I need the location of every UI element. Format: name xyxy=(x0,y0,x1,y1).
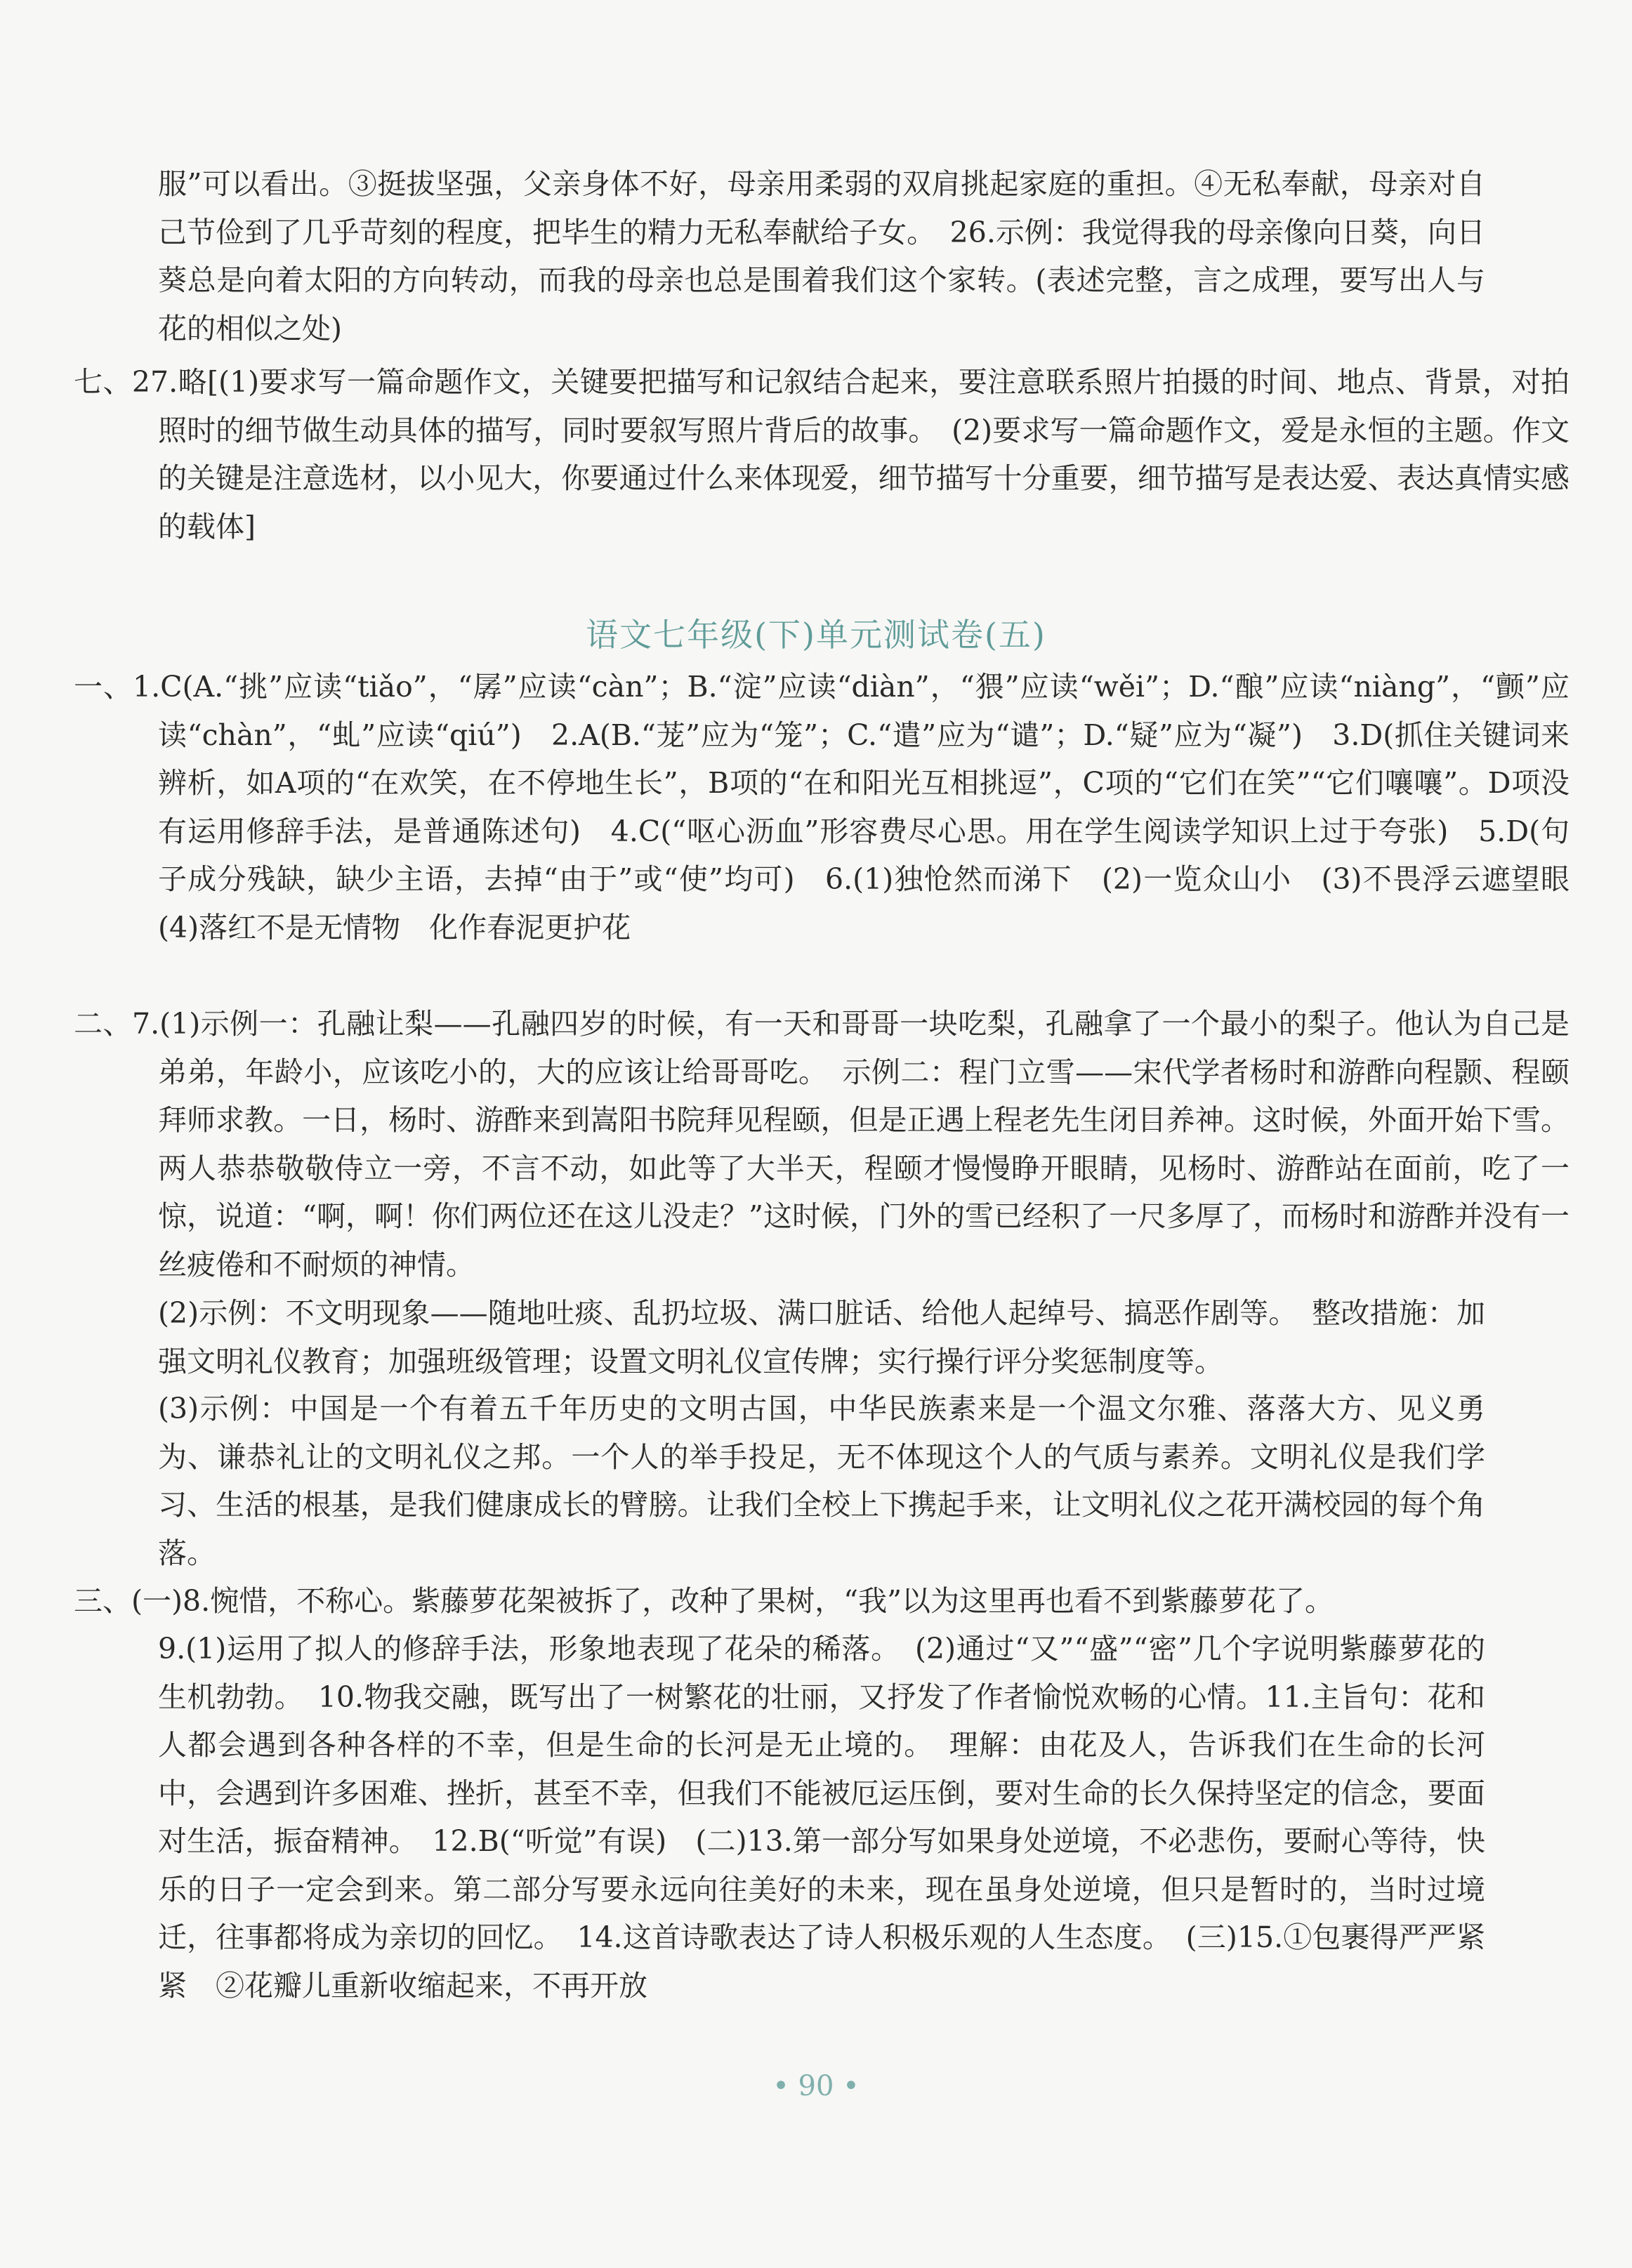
answer-section-3: 三、(一)8.惋惜，不称心。紫藤萝花架被拆了，改种了果树，“我”以为这里再也看不到紫藤萝花了。 xyxy=(74,1584,1334,1618)
answer-section-2: 二、7.(1)示例一：孔融让梨——孔融四岁的时候，有一天和哥哥一块吃梨，孔融拿了一个最小的梨子。他认为自己是弟弟，年龄小，应该吃小的，大的应该让给哥哥吃。 示例二：程门立雪——宋代学者杨时和游酢向程颢、程颐拜师求教。一日，杨时、游酢来到嵩阳书院拜见程颐，但是正遇上程老先生闭目养神。这时候，外面开始下雪。两人恭恭敬敬侍立一旁，不言不动，如此等了大半天，程颐才慢慢睁开眼睛，见杨时、游酢站在面前，吃了一惊，说道：“啊，啊！你们两位还在这儿没走？”这时候，门外的雪已经积了一尺多厚了，而杨时和游酢并没有一丝疲倦和不耐烦的神情。 xyxy=(74,1007,1570,1281)
section-heading: 语文七年级(下)单元测试卷(五) xyxy=(586,616,1046,654)
page-number: • 90 • xyxy=(772,2070,860,2102)
answer-7-3: (3)示例：中国是一个有着五千年历史的文明古国，中华民族素来是一个温文尔雅、落落大方、见义勇为、谦恭礼让的文明礼仪之邦。一个人的举手投足，无不体现这个人的气质与素养。文明礼仪是我们学习、生活的根基，是我们健康成长的臂膀。让我们全校上下携起手来，让文明礼仪之花开满校园的每个角落。 xyxy=(158,1392,1485,1570)
answer-paragraph-26: 服”可以看出。③挺拔坚强，父亲身体不好，母亲用柔弱的双肩挑起家庭的重担。④无私奉献，母亲对自己节俭到了几乎苛刻的程度，把毕生的精力无私奉献给子女。 26.示例：我觉得我的母亲像向日葵，向日葵总是向着太阳的方向转动，而我的母亲也总是围着我们这个家转。(表述完整，言之成理，要写出人与花的相似之处) xyxy=(158,167,1485,345)
answer-section-7: 七、27.略[(1)要求写一篇命题作文，关键要把描写和记叙结合起来，要注意联系照片拍摄的时间、地点、背景，对拍照时的细节做生动具体的描写，同时要叙写照片背后的故事。 (2)要求写一篇命题作文，爱是永恒的主题。作文的关键是注意选材，以小见大，你要通过什么来体现爱，细节描写十分重要，细节描写是表达爱、表达真情实感的载体] xyxy=(74,365,1570,543)
answer-9-15: 9.(1)运用了拟人的修辞手法，形象地表现了花朵的稀落。 (2)通过“又”“盛”“密”几个字说明紫藤萝花的生机勃勃。 10.物我交融，既写出了一树繁花的壮丽，又抒发了作者愉悦欢畅的心情。11.主旨句：花和人都会遇到各种各样的不幸，但是生命的长河是无止境的。 理解：由花及人，告诉我们在生命的长河中，会遇到许多困难、挫折，甚至不幸，但我们不能被厄运压倒，要对生命的长久保持坚定的信念，要面对生活，振奋精神。 12.B(“听觉”有误) (二)13.第一部分写如果身处逆境，不必悲伤，要耐心等待，快乐的日子一定会到来。第二部分写要永远向往美好的未来，现在虽身处逆境，但只是暂时的，当时过境迁，往事都将成为亲切的回忆。 14.这首诗歌表达了诗人积极乐观的人生态度。 (三)15.①包裹得严严紧紧 ②花瓣儿重新收缩起来，不再开放 xyxy=(158,1632,1485,2003)
answer-section-1: 一、1.C(A.“挑”应读“tiǎo”，“孱”应读“càn”；B.“淀”应读“diàn”，“猥”应读“wěi”；D.“酿”应读“niàng”，“颤”应读“chàn”，“虬”应读“qiú”) 2.A(B.“茏”应为“笼”；C.“遣”应为“谴”；D.“疑”应为“凝”) 3.D(抓住关键词来辨析，如A项的“在欢笑，在不停地生长”，B项的“在和阳光互相挑逗”，C项的“它们在笑”“它们嚷嚷”。D项没有运用修辞手法，是普通陈述句) 4.C(“呕心沥血”形容费尽心思。用在学生阅读学知识上过于夸张) 5.D(句子成分残缺，缺少主语，去掉“由于”或“使”均可) 6.(1)独怆然而涕下 (2)一览众山小 (3)不畏浮云遮望眼 (4)落红不是无情物 化作春泥更护花 xyxy=(74,670,1598,944)
answer-7-2: (2)示例：不文明现象——随地吐痰、乱扔垃圾、满口脏话、给他人起绰号、搞恶作剧等。 整改措施：加强文明礼仪教育；加强班级管理；设置文明礼仪宣传牌；实行操行评分奖惩制度等。 xyxy=(158,1296,1485,1378)
